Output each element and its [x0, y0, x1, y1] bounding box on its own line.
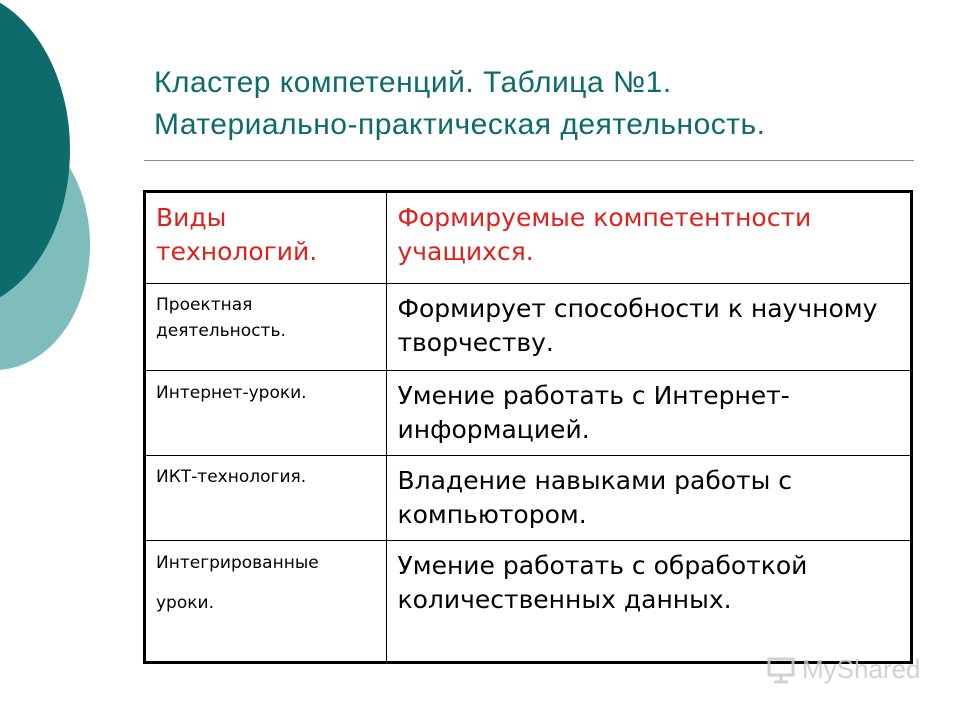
- watermark: [766, 654, 921, 685]
- row-competency-cell: Умение работать с Интернет-информацией.: [387, 371, 912, 456]
- row-competency-cell: Владение навыками работы с компьютором.: [387, 456, 912, 541]
- row-technology-cell: Интернет-уроки.: [145, 371, 387, 456]
- row-competency-cell: Формирует способности к научному творчеству.: [387, 284, 912, 371]
- presentation-icon: [766, 656, 796, 684]
- table-row: [145, 284, 912, 371]
- table-header-row: [145, 192, 912, 284]
- header-student-competencies: Формируемые компетентности учащихся.: [387, 192, 912, 284]
- slide-title-line-1: Кластер компетенций. Таблица №1.: [154, 66, 672, 99]
- slide-title-line-2: Материально-практическая деятельность.: [154, 108, 766, 141]
- title-divider: [144, 160, 914, 161]
- table-row: [145, 371, 912, 456]
- table-row: [145, 541, 912, 663]
- header-technology-types: Виды технологий.: [145, 192, 387, 284]
- competency-table: [143, 190, 913, 664]
- slide-title: [154, 62, 914, 146]
- row-technology-cell: ИКТ-технология.: [145, 456, 387, 541]
- row-competency-cell: Умение работать с обработкой количественных данных.: [387, 541, 912, 663]
- row-technology-cell: Интегрированные уроки.: [145, 541, 387, 663]
- watermark-text: MyShared: [802, 654, 921, 684]
- table-row: [145, 456, 912, 541]
- row-technology-cell: Проектная деятельность.: [145, 284, 387, 371]
